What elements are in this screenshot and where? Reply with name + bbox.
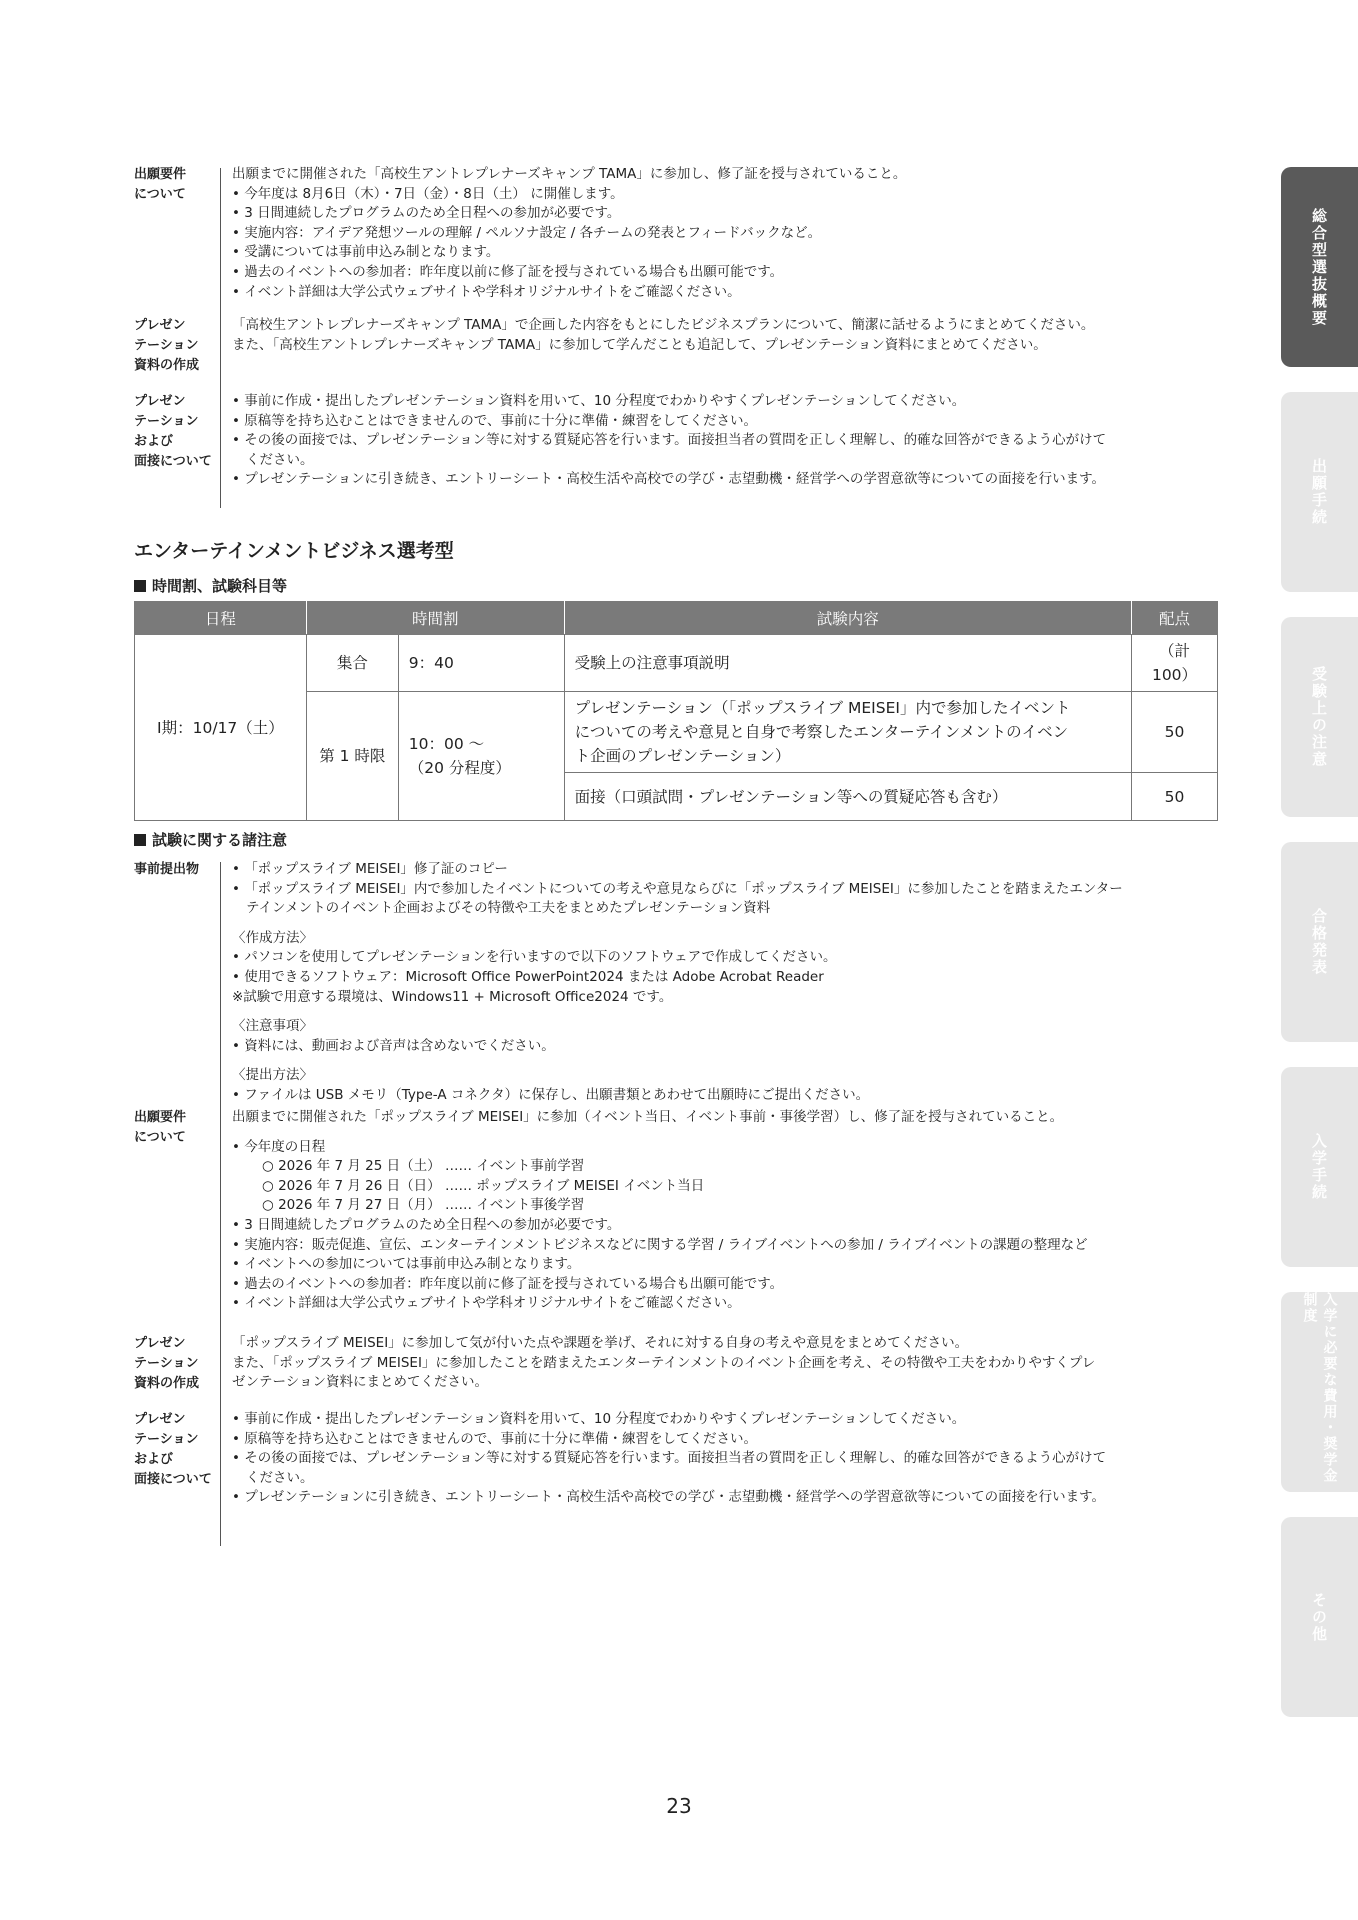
submission-line: • 資料には、動画および音声は含めないでください。 — [232, 1037, 555, 1054]
pres2-label: プレゼン テーション 資料の作成 — [134, 1336, 200, 1391]
submission-line: ※試験で用意する環境は、Windows11 + Microsoft Office2024 です。 — [232, 988, 673, 1005]
req2-line: • イベント詳細は大学公式ウェブサイトや学科オリジナルサイトをご確認ください。 — [232, 1295, 741, 1312]
tab-label: 合格発表 — [1310, 908, 1328, 976]
pres2-line: ゼンテーション資料にまとめてください。 — [232, 1374, 488, 1391]
req-line: • 実施内容：アイデア発想ツールの理解 / ペルソナ設定 / 各チームの発表とフィードバックなど。 — [232, 224, 822, 241]
req-line: • 3 日間連続したプログラムのため全日程への参加が必要です。 — [232, 205, 621, 222]
submission-line: テインメントのイベント企画およびその特徴や工夫をまとめたプレゼンテーション資料 — [246, 900, 771, 917]
req2-line: 出願までに開催された「ポップスライブ MEISEI」に参加（イベント当日、イベント事前・事後学習）し、修了証を授与されていること。 — [232, 1109, 1064, 1125]
left-rule — [220, 168, 221, 508]
interview-line: • 原稿等を持ち込むことはできませんので、事前に十分に準備・練習をしてください。 — [232, 412, 757, 429]
score-cell: 50 — [1132, 773, 1218, 821]
date-cell: Ⅰ期：10/17（土） — [135, 635, 307, 821]
schedule-table — [134, 601, 1218, 821]
time-line: 10：00 ～ — [408, 735, 485, 753]
interview-line: • プレゼンテーションに引き続き、エントリーシート・高校生活や高校での学び・志望動機・経営学への学習意欲等についての面接を行います。 — [232, 471, 1106, 488]
content-cell — [564, 692, 1131, 773]
tab-label: 出願手続 — [1310, 458, 1328, 526]
pres-label: プレゼン テーション 資料の作成 — [134, 318, 200, 373]
content-cell: 面接（口頭試問・プレゼンテーション等への質疑応答も含む） — [564, 773, 1131, 821]
time-cell — [398, 692, 564, 821]
tab-label: 入学に必要な費用・奨学金制度 — [1301, 1292, 1338, 1484]
content-cell: 受験上の注意事項説明 — [564, 635, 1131, 692]
interview2-text — [232, 1410, 1106, 1508]
interview2-line: • 原稿等を持ち込むことはできませんので、事前に十分に準備・練習をしてください。 — [232, 1430, 757, 1447]
header-date: 日程 — [135, 602, 307, 635]
req2-line: • 過去のイベントへの参加者：昨年度以前に修了証を授与されている場合も出願可能です。 — [232, 1275, 784, 1292]
tab-fees[interactable] — [1281, 1292, 1358, 1492]
tab-application[interactable] — [1281, 392, 1358, 592]
tab-label: その他 — [1310, 1591, 1328, 1643]
period-cell: 集合 — [306, 635, 398, 692]
pres-text — [232, 316, 1094, 355]
tab-label: 入学手続 — [1310, 1133, 1328, 1201]
header-timetable: 時間割 — [306, 602, 564, 635]
req2-text — [232, 1108, 1088, 1314]
pres2-text — [232, 1334, 1095, 1393]
submission-line: • 「ポップスライブ MEISEI」内で参加したイベントについての考えや意見ならびに「ポップスライブ MEISEI」に参加したことを踏まえたエンター — [232, 880, 1123, 897]
tab-results[interactable] — [1281, 842, 1358, 1042]
req2-line: • イベントへの参加については事前申込み制となります。 — [232, 1256, 581, 1273]
pres-line: また、「高校生アントレプレナーズキャンプ TAMA」に参加して学んだことも追記して、プレゼンテーション資料にまとめてください。 — [232, 336, 1047, 353]
header-content: 試験内容 — [564, 602, 1131, 635]
submission-label: 事前提出物 — [134, 862, 200, 877]
tab-enrollment[interactable] — [1281, 1067, 1358, 1267]
tab-label: 受験上の注意 — [1310, 666, 1328, 768]
content-line: についての考えや意見と自身で考察したエンターテインメントのイベン — [574, 723, 1069, 741]
interview-line: ください。 — [246, 451, 314, 468]
interview-line: • その後の面接では、プレゼンテーション等に対する質疑応答を行います。面接担当者の質問を正しく理解し、的確な回答ができるよう心がけて — [232, 432, 1107, 449]
req-line: • 今年度は 8月6日（木）・7日（金）・8日（土） に開催します。 — [232, 185, 624, 202]
interview-label: プレゼン テーション および 面接について — [134, 394, 212, 469]
tab-exam-notes[interactable] — [1281, 617, 1358, 817]
subheading-schedule — [134, 575, 287, 596]
interview2-label: プレゼン テーション および 面接について — [134, 1412, 212, 1487]
submission-text — [232, 860, 1123, 1106]
square-bullet-icon — [134, 834, 146, 846]
pres-line: 「高校生アントレプレナーズキャンプ TAMA」で企画した内容をもとにしたビジネスプランについて、簡潔に話せるようにまとめてください。 — [232, 317, 1095, 333]
subheading-text: 試験に関する諸注意 — [152, 831, 288, 849]
time-line: （20 分程度） — [408, 759, 511, 777]
content-line: プレゼンテーション（「ポップスライブ MEISEI」内で参加したイベント — [574, 699, 1071, 717]
req2-label: 出願要件 について — [134, 1110, 187, 1145]
submission-line: • 使用できるソフトウェア：Microsoft Office PowerPoint2024 または Adobe Acrobat Reader — [232, 968, 824, 985]
req-label: 出願要件 について — [134, 167, 187, 202]
pres2-line: 「ポップスライブ MEISEI」に参加して気が付いた点や課題を挙げ、それに対する自身の考えや意見をまとめてください。 — [232, 1335, 969, 1351]
score-cell: 50 — [1132, 692, 1218, 773]
tab-other[interactable] — [1281, 1517, 1358, 1717]
content-line: ト企画のプレゼンテーション） — [574, 747, 791, 765]
pres2-line: また、「ポップスライブ MEISEI」に参加したことを踏まえたエンターテインメントのイベント企画を考え、その特徴や工夫をわかりやすくプレ — [232, 1354, 1096, 1371]
submission-line: 〈注意事項〉 — [232, 1018, 313, 1035]
section-title: エンターテインメントビジネス選考型 — [134, 540, 454, 562]
time-cell: 9：40 — [398, 635, 564, 692]
req-line: • イベント詳細は大学公式ウェブサイトや学科オリジナルサイトをご確認ください。 — [232, 283, 741, 300]
header-score: 配点 — [1132, 602, 1218, 635]
req2-line: • 今年度の日程 — [232, 1138, 326, 1155]
req2-line: ○ 2026 年 7 月 27 日（月） …… イベント事後学習 — [262, 1197, 585, 1214]
submission-line: 〈作成方法〉 — [232, 929, 313, 946]
page-number: 23 — [666, 1794, 692, 1818]
req-line: 出願までに開催された「高校生アントレプレナーズキャンプ TAMA」に参加し、修了証を授与されていること。 — [232, 166, 907, 182]
req2-line: • 実施内容：販売促進、宣伝、エンターテインメントビジネスなどに関する学習 / ライブイベントへの参加 / ライブイベントの課題の整理など — [232, 1236, 1088, 1253]
interview2-line: • その後の面接では、プレゼンテーション等に対する質疑応答を行います。面接担当者の質問を正しく理解し、的確な回答ができるよう心がけて — [232, 1450, 1107, 1467]
period-cell: 第 1 時限 — [306, 692, 398, 821]
req2-line: ○ 2026 年 7 月 26 日（日） …… ポップスライブ MEISEI イベント当日 — [262, 1177, 705, 1194]
req2-line: • 3 日間連続したプログラムのため全日程への参加が必要です。 — [232, 1216, 621, 1233]
submission-line: • パソコンを使用してプレゼンテーションを行いますので以下のソフトウェアで作成してください。 — [232, 949, 837, 966]
left-rule — [220, 862, 221, 1546]
interview2-line: ください。 — [246, 1469, 314, 1486]
req-line: • 過去のイベントへの参加者：昨年度以前に修了証を授与されている場合も出願可能です。 — [232, 263, 784, 280]
score-cell: （計 100） — [1132, 635, 1218, 692]
tab-label: 総合型選抜概要 — [1310, 207, 1328, 327]
req2-line: ○ 2026 年 7 月 25 日（土） …… イベント事前学習 — [262, 1158, 585, 1175]
submission-line: • 「ポップスライブ MEISEI」修了証のコピー — [232, 861, 508, 877]
submission-line: 〈提出方法〉 — [232, 1067, 313, 1084]
submission-line: • ファイルは USB メモリ（Type-A コネクタ）に保存し、出願書類とあわせて出願時にご提出ください。 — [232, 1086, 870, 1103]
subheading-text: 時間割、試験科目等 — [152, 577, 288, 595]
interview-line: • 事前に作成・提出したプレゼンテーション資料を用いて、10 分程度でわかりやすくプレゼンテーションしてください。 — [232, 393, 966, 409]
interview2-line: • プレゼンテーションに引き続き、エントリーシート・高校生活や高校での学び・志望動機・経営学への学習意欲等についての面接を行います。 — [232, 1489, 1106, 1506]
subheading-notes — [134, 829, 287, 850]
square-bullet-icon — [134, 580, 146, 592]
req-line: • 受講については事前申込み制となります。 — [232, 244, 500, 261]
interview2-line: • 事前に作成・提出したプレゼンテーション資料を用いて、10 分程度でわかりやすくプレゼンテーションしてください。 — [232, 1411, 966, 1427]
req-text — [232, 165, 906, 302]
interview-text — [232, 392, 1106, 490]
tab-overview[interactable] — [1281, 167, 1358, 367]
